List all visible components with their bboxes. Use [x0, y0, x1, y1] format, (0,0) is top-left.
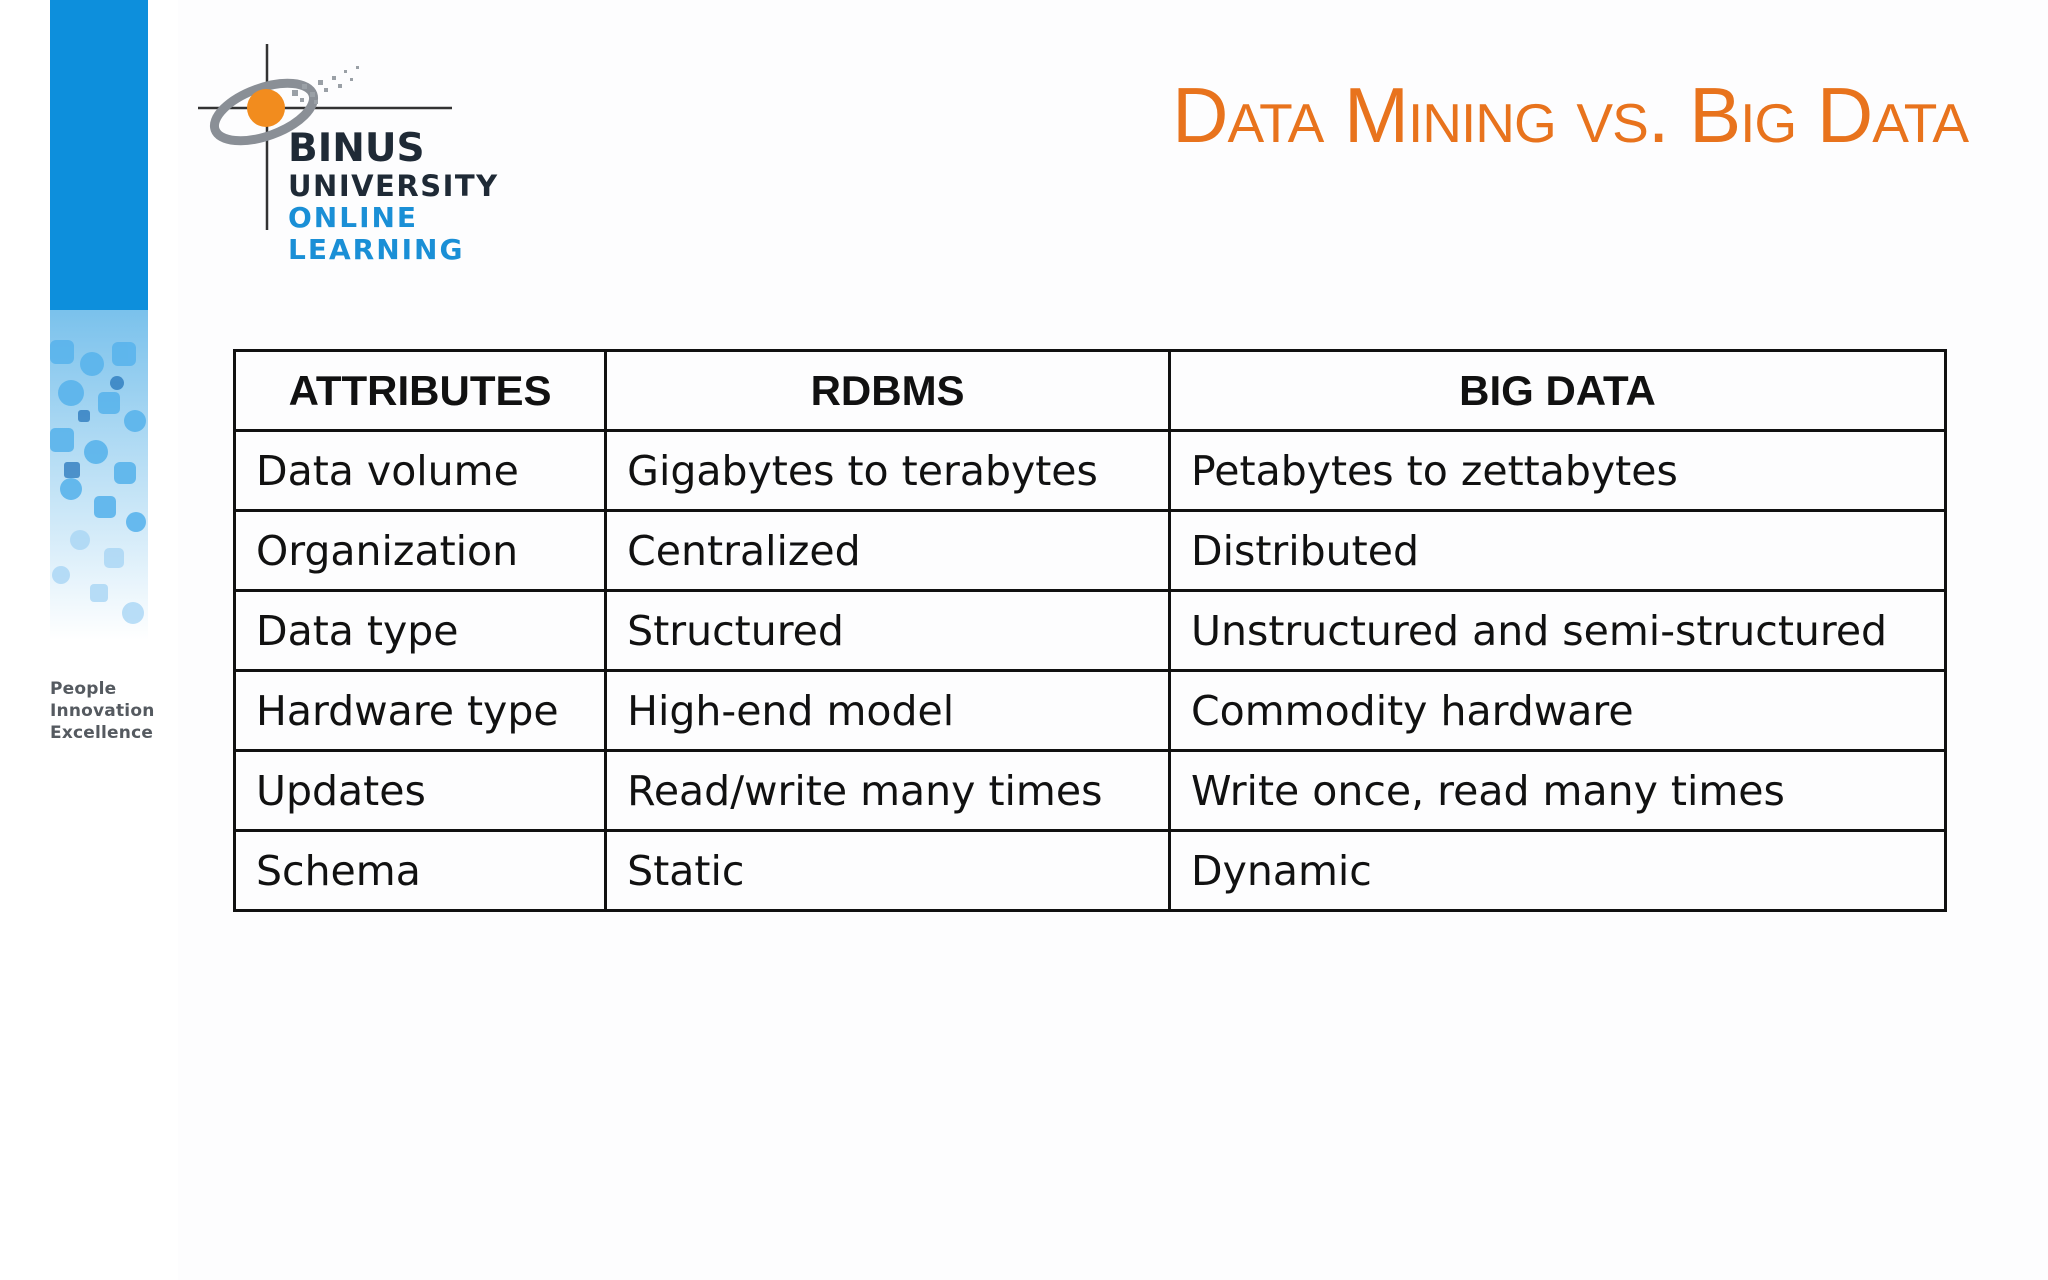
cell-rdbms: High-end model — [606, 671, 1170, 751]
cell-attribute: Schema — [235, 831, 606, 911]
cell-attribute: Hardware type — [235, 671, 606, 751]
cell-big-data: Unstructured and semi-structured — [1170, 591, 1946, 671]
header-attributes: ATTRIBUTES — [235, 351, 606, 431]
table-row — [235, 431, 1946, 511]
logo-university: UNIVERSITY — [288, 169, 499, 203]
header-rdbms: RDBMS — [606, 351, 1170, 431]
cell-rdbms: Gigabytes to terabytes — [606, 431, 1170, 511]
decorative-blue-stripe — [50, 0, 148, 640]
table-row — [235, 831, 1946, 911]
header-big-data: BIG DATA — [1170, 351, 1946, 431]
cell-big-data: Dynamic — [1170, 831, 1946, 911]
cell-rdbms: Read/write many times — [606, 751, 1170, 831]
cell-big-data: Commodity hardware — [1170, 671, 1946, 751]
slide-title: Data Mining vs. Big Data — [1172, 71, 1968, 159]
logo-wordmark — [288, 128, 499, 266]
table-row — [235, 511, 1946, 591]
cell-rdbms: Structured — [606, 591, 1170, 671]
table-row — [235, 751, 1946, 831]
tagline-excellence: Excellence — [50, 723, 154, 743]
logo-binus: BINUS — [288, 126, 425, 171]
cell-rdbms: Static — [606, 831, 1170, 911]
table-header-row — [235, 351, 1946, 431]
table-row — [235, 591, 1946, 671]
tagline-innovation: Innovation — [50, 701, 155, 721]
tagline-people: People — [50, 679, 117, 699]
cell-attribute: Data volume — [235, 431, 606, 511]
tagline — [50, 678, 155, 744]
logo-online: ONLINE — [288, 201, 419, 234]
cell-big-data: Distributed — [1170, 511, 1946, 591]
cell-attribute: Updates — [235, 751, 606, 831]
comparison-table — [233, 349, 1947, 912]
cell-attribute: Organization — [235, 511, 606, 591]
cell-rdbms: Centralized — [606, 511, 1170, 591]
cell-big-data: Petabytes to zettabytes — [1170, 431, 1946, 511]
cell-big-data: Write once, read many times — [1170, 751, 1946, 831]
stripe-pattern-graphic — [50, 0, 148, 640]
table-row — [235, 671, 1946, 751]
logo-learning: LEARNING — [288, 233, 465, 266]
cell-attribute: Data type — [235, 591, 606, 671]
